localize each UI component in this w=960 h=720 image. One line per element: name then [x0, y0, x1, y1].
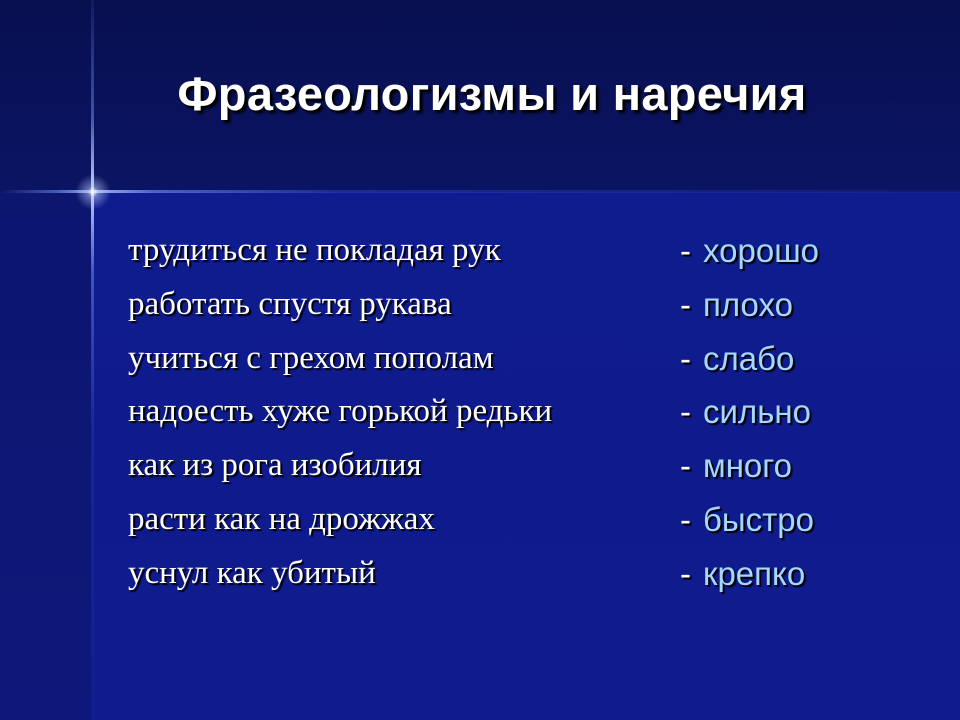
dash: - — [680, 340, 691, 377]
phraseologism: трудиться не покладая рук — [128, 232, 501, 268]
adverb: сильно — [703, 393, 811, 430]
list-item — [0, 501, 960, 555]
list-item — [0, 340, 960, 394]
phraseologism: уснул как убитый — [128, 555, 376, 591]
slide-title: Фразеологизмы и наречия — [177, 67, 807, 120]
list-item — [0, 232, 960, 286]
list-item — [0, 286, 960, 340]
dash: - — [680, 447, 691, 484]
phraseologism: как из рога изобилия — [128, 447, 422, 483]
dash: - — [680, 232, 691, 269]
phraseologism: расти как на дрожжах — [128, 501, 435, 537]
adverb: быстро — [703, 501, 814, 538]
list-item — [0, 447, 960, 501]
dash: - — [680, 501, 691, 538]
dash: - — [680, 393, 691, 430]
dash: - — [680, 555, 691, 592]
adverb: плохо — [703, 286, 793, 323]
phraseologism: учиться с грехом пополам — [128, 340, 494, 376]
dash: - — [680, 286, 691, 323]
list-item — [0, 393, 960, 447]
adverb: крепко — [703, 555, 806, 592]
phraseologism: надоесть хуже горькой редьки — [128, 393, 553, 429]
phraseologism: работать спустя рукава — [128, 286, 452, 322]
adverb: много — [703, 447, 792, 484]
adverb: слабо — [703, 340, 795, 377]
adverb: хорошо — [703, 232, 820, 269]
list-item — [0, 555, 960, 609]
